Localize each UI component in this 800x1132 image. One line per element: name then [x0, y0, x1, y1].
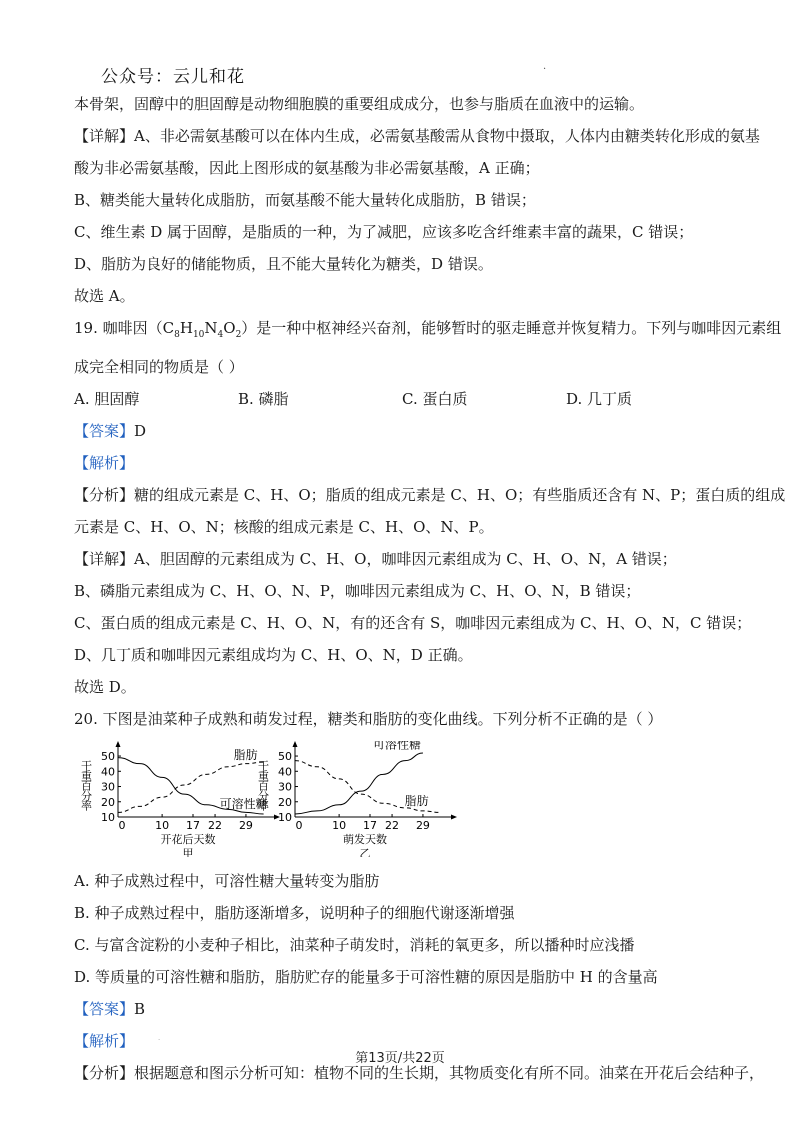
chart1-ytick-label-2: 30: [101, 780, 115, 794]
q19-analysis: [74, 479, 786, 703]
q18-line-2: 酸为非必需氨基酸，因此上图形成的氨基酸为非必需氨基酸，A 正确；: [74, 159, 540, 177]
chart2-ytick-label-2: 30: [278, 780, 292, 794]
corner-mark: ·: [158, 1036, 161, 1044]
chart2-xtick-label-1: 10: [332, 819, 347, 832]
chart1-xtick-label-2: 17: [186, 819, 200, 832]
q18-line-0: 本骨架，固醇中的胆固醇是动物细胞膜的重要组成成分，也参与脂质在血液中的运输。: [74, 95, 645, 113]
q20-analysis: 【分析】根据题意和图示分析可知：植物不同的生长期，其物质变化有所不同。油菜在开花后会结种子，: [74, 1064, 765, 1082]
q19-analysis-line-4: C、蛋白质的组成元素是 C、H、O、N，有的还含有 S，咖啡因元素组成为 C、H、O、N，C 错误；: [74, 614, 752, 632]
chart2-panel-label: 乙: [359, 847, 371, 857]
q19-analysis-line-2: 【详解】A、胆固醇的元素组成为 C、H、O，咖啡因元素组成为 C、H、O、N，A 错误；: [74, 550, 677, 568]
q19-stem: 19. 咖啡因$(C_8H_{10}N_4O_2)$是一种中枢神经兴奋剂，能够暂时的驱走睡意并恢复精力。下列与咖啡因元素组: [74, 319, 782, 340]
chart1-ytick-label-0: 10: [101, 811, 115, 824]
chart2-ylabel: 干重百分率: [256, 760, 270, 810]
q19-option-c: C. 蛋白质: [402, 390, 468, 408]
q18-line-5: D、脂肪为良好的储能物质，且不能大量转化为糖类，D 错误。: [74, 255, 493, 273]
chart2-xlabel: 萌发天数: [343, 833, 387, 846]
chart1-xtick-label-4: 29: [238, 819, 253, 832]
chart2-ytick-label-3: 40: [278, 765, 292, 779]
q19-options: [74, 383, 728, 415]
q19-analysis-line-6: 故选 D。: [74, 678, 136, 696]
q19-option-a: A. 胆固醇: [74, 390, 140, 408]
q20-charts-svg: [74, 741, 494, 857]
q20-stem: 20. 下图是油菜种子成熟和萌发过程，糖类和脂肪的变化曲线。下列分析不正确的是（ ）: [74, 710, 663, 728]
q20-option-3: D. 等质量的可溶性糖和脂肪，脂肪贮存的能量多于可溶性糖的原因是脂肪中 H 的含量高: [74, 968, 658, 986]
q18-explanation: [74, 88, 760, 312]
chart1-series-0-label: 脂肪: [233, 748, 258, 763]
stray-dot: ·: [543, 64, 547, 75]
chart1-ytick-label-1: 20: [101, 795, 115, 809]
chart2-ytick-label-4: 50: [278, 750, 292, 764]
chart2-ytick-label-0: 10: [278, 811, 292, 824]
q20-option-0: A. 种子成熟过程中，可溶性糖大量转变为脂肪: [74, 872, 380, 890]
chart2-xtick-label-2: 17: [363, 819, 377, 832]
q19-stem-line2: 成完全相同的物质是（ ）: [74, 358, 244, 376]
q20-analysis-tag: 【解析】: [74, 1032, 135, 1050]
q20-option-2: C. 与富含淀粉的小麦种子相比，油菜种子萌发时，消耗的氧更多，所以播种时应浅播: [74, 936, 635, 954]
chart2-y-arrow: [293, 741, 298, 747]
page-content: [74, 88, 786, 1089]
chart1-ytick-label-3: 40: [101, 765, 115, 779]
chart1-xtick-label-1: 10: [155, 819, 170, 832]
q18-line-1: 【详解】A、非必需氨基酸可以在体内生成，必需氨基酸需从食物中摄取，人体内由糖类转化形成的氨基: [74, 127, 760, 145]
q19-option-b: B. 磷脂: [238, 390, 289, 408]
chart2-series-0-label: 可溶性糖: [372, 741, 421, 752]
q19-analysis-tag: 【解析】: [74, 454, 135, 472]
chart2-ytick-label-1: 20: [278, 795, 292, 809]
chart1-series-1-label: 可溶性糖: [219, 796, 268, 811]
q18-line-6: 故选 A。: [74, 287, 135, 305]
chart2-xtick-label-3: 22: [385, 819, 400, 832]
q20-options: [74, 865, 728, 993]
q20-answer: 【答案】B: [74, 1000, 146, 1018]
chart2-series-1-label: 脂肪: [404, 793, 429, 808]
chart2-xtick-label-4: 29: [415, 819, 430, 832]
chart1-panel-label: 甲: [182, 847, 194, 857]
q18-line-3: B、糖类能大量转化成脂肪，而氨基酸不能大量转化成脂肪，B 错误；: [74, 191, 536, 209]
chart1-xtick-label-0: 0: [118, 819, 126, 832]
q19-answer: 【答案】D: [74, 422, 147, 440]
q19-analysis-line-3: B、磷脂元素组成为 C、H、O、N、P，咖啡因元素组成为 C、H、O、N，B 错误；: [74, 582, 641, 600]
q20-option-1: B. 种子成熟过程中，脂肪逐渐增多，说明种子的细胞代谢逐渐增强: [74, 904, 515, 922]
chart1-xtick-label-3: 22: [208, 819, 223, 832]
chart2-x-arrow: [451, 815, 457, 820]
chart1-ytick-label-4: 50: [101, 750, 115, 764]
q19-analysis-line-5: D、几丁质和咖啡因元素组成均为 C、H、O、N，D 正确。: [74, 646, 473, 664]
chart1-ylabel: 干重百分率: [79, 760, 93, 810]
chart1-xlabel: 开花后天数: [160, 833, 216, 846]
chart1-y-arrow: [116, 741, 121, 747]
page-footer: 第13页/共22页: [355, 1051, 445, 1066]
q20-figure: [74, 741, 728, 857]
chart2-xtick-label-0: 0: [295, 819, 303, 832]
q18-line-4: C、维生素 D 属于固醇，是脂质的一种，为了减肥，应该多吃含纤维素丰富的蔬果，C 错误；: [74, 223, 694, 241]
q19-analysis-line-0: 【分析】糖的组成元素是 C、H、O；脂质的组成元素是 C、H、O；有些脂质还含有 N、P；蛋白质的组成: [74, 486, 786, 504]
watermark: 公众号：云儿和花: [101, 67, 245, 87]
q19-option-d: D. 几丁质: [566, 390, 633, 408]
q19-analysis-line-1: 元素是 C、H、O、N；核酸的组成元素是 C、H、O、N、P。: [74, 518, 494, 536]
